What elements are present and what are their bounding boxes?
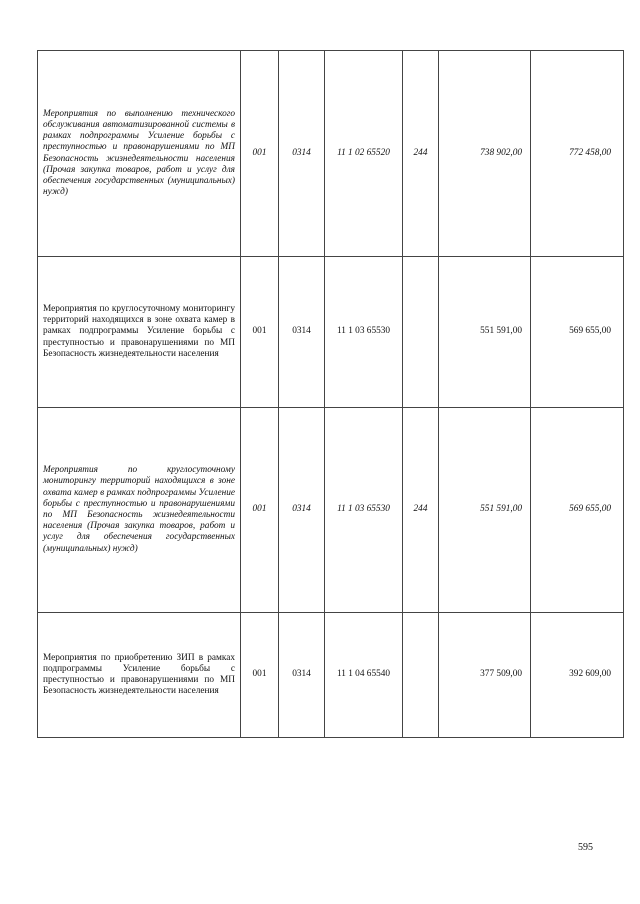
row-admin-code: 001 <box>241 51 279 257</box>
row-target-code: 11 1 02 65520 <box>325 51 403 257</box>
row-section-code: 0314 <box>279 257 325 408</box>
row-sum-year2: 392 609,00 <box>531 613 624 738</box>
row-admin-code: 001 <box>241 257 279 408</box>
row-description: Мероприятия по круглосуточному мониторингу территорий находящихся в зоне охвата камер в рамках подпрограммы Усиление борьбы с преступностью и правонарушениями по МП Безопасность жизнедеятельности населения (Прочая закупка товаров, работ и услуг для обеспечения государственных (муниципальных) нужд) <box>38 408 241 613</box>
row-sum-year1: 551 591,00 <box>439 257 531 408</box>
row-sum-year1: 377 509,00 <box>439 613 531 738</box>
row-section-code: 0314 <box>279 613 325 738</box>
row-description: Мероприятия по приобретению ЗИП в рамках подпрограммы Усиление борьбы с преступностью и правонарушениями по МП Безопасность жизнедеятельности населения <box>38 613 241 738</box>
row-sum-year1: 551 591,00 <box>439 408 531 613</box>
row-section-code: 0314 <box>279 51 325 257</box>
row-admin-code: 001 <box>241 408 279 613</box>
row-sum-year2: 569 655,00 <box>531 408 624 613</box>
table-row <box>38 51 624 257</box>
row-target-code: 11 1 03 65530 <box>325 257 403 408</box>
row-sum-year2: 569 655,00 <box>531 257 624 408</box>
table-row <box>38 257 624 408</box>
row-sum-year2: 772 458,00 <box>531 51 624 257</box>
page-number: 595 <box>578 842 593 853</box>
row-target-code: 11 1 03 65530 <box>325 408 403 613</box>
row-expense-type: 244 <box>403 51 439 257</box>
row-target-code: 11 1 04 65540 <box>325 613 403 738</box>
table-row <box>38 613 624 738</box>
row-sum-year1: 738 902,00 <box>439 51 531 257</box>
row-section-code: 0314 <box>279 408 325 613</box>
row-expense-type: 244 <box>403 408 439 613</box>
table-row <box>38 408 624 613</box>
row-expense-type <box>403 257 439 408</box>
row-expense-type <box>403 613 439 738</box>
row-description: Мероприятия по круглосуточному мониторингу территорий находящихся в зоне охвата камер в рамках подпрограммы Усиление борьбы с преступностью и правонарушениями по МП Безопасность жизнедеятельности населения <box>38 257 241 408</box>
row-description: Мероприятия по выполнению технического обслуживания автоматизированной системы в рамках подпрограммы Усиление борьбы с преступностью и правонарушениями по МП Безопасность жизнедеятельности населения (Прочая закупка товаров, работ и услуг для обеспечения государственных (муниципальных) нужд) <box>38 51 241 257</box>
budget-table <box>37 50 624 738</box>
row-admin-code: 001 <box>241 613 279 738</box>
